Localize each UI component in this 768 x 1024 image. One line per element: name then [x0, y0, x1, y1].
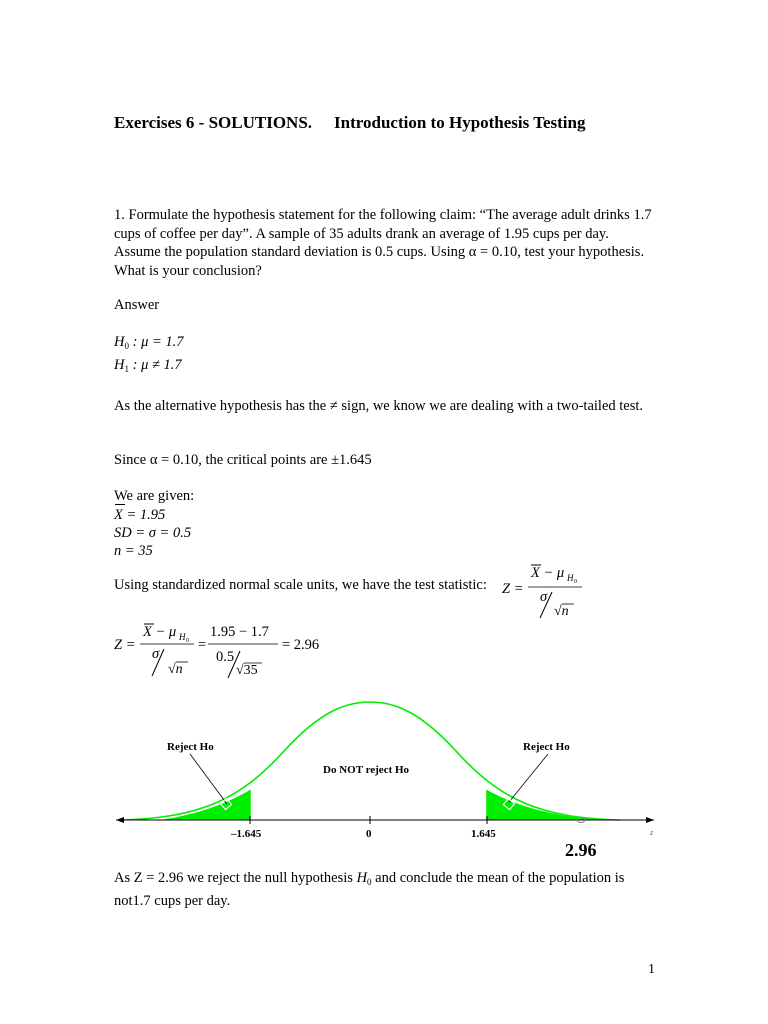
formula-z-label: Z = — [502, 581, 524, 597]
svg-text:0: 0 — [186, 638, 189, 644]
svg-text:Z =: Z = — [114, 637, 136, 653]
svg-text:σ: σ — [152, 646, 160, 662]
svg-text:H: H — [567, 573, 574, 583]
test-statistic-value: 2.96 — [565, 840, 597, 860]
tick-label-zero: 0 — [366, 828, 372, 840]
do-not-reject-label: Do NOT reject Ho — [323, 764, 410, 776]
formula-numerator: X − μ — [531, 565, 565, 581]
test-statistic-formula — [500, 560, 590, 622]
critical-points-text: Since α = 0.10, the critical points are ±1.645 — [114, 452, 372, 468]
axis-arrow-right-icon — [646, 817, 654, 823]
page-title — [114, 113, 586, 133]
formula-result: = 2.96 — [282, 637, 320, 653]
reject-right-label: Reject Ho — [523, 741, 570, 753]
svg-text:√n: √n — [168, 662, 183, 677]
title-main: Exercises 6 - SOLUTIONS. — [114, 113, 313, 132]
answer-label: Answer — [114, 297, 160, 313]
svg-text:H: H — [179, 632, 186, 642]
reject-left-label: Reject Ho — [167, 741, 214, 753]
title-sub: Introduction to Hypothesis Testing — [334, 113, 586, 132]
tick-label-right: 1.645 — [471, 828, 496, 840]
z-calculation — [112, 620, 342, 682]
given-n: n = 35 — [114, 543, 153, 559]
svg-text:X − μ: X − μ — [143, 624, 177, 640]
given-label: We are given: — [114, 488, 195, 504]
svg-text:0.5: 0.5 — [216, 649, 235, 665]
test-statistic-text: Using standardized normal scale units, we have the test statistic: — [114, 577, 487, 593]
reject-left-pointer — [190, 754, 227, 804]
reject-right-pointer — [509, 754, 548, 802]
given-sd: SD = σ = 0.5 — [114, 525, 192, 541]
normal-distribution-diagram — [0, 690, 768, 870]
svg-text:0: 0 — [574, 579, 577, 585]
two-tailed-text: As the alternative hypothesis has the ≠ sign, we know we are dealing with a two-tailed test. — [114, 398, 644, 414]
svg-text:=: = — [198, 637, 207, 653]
axis-arrow-left-icon — [116, 817, 124, 823]
svg-text:√35: √35 — [236, 663, 258, 678]
formula-numeric-numerator: 1.95 − 1.7 — [210, 624, 269, 640]
z-axis-label: z — [650, 828, 654, 837]
svg-text:σ: σ — [540, 589, 548, 605]
conclusion-text: As Z = 2.96 we reject the null hypothesis $H_0$ and conclude the mean of the population is not1.7 cups per day. — [114, 870, 625, 909]
alternative-hypothesis: $H_1$ : μ ≠ 1.7 — [114, 357, 182, 374]
question-text: 1. Formulate the hypothesis statement for the following claim: “The average adult drinks 1.7 cups of coffee per day”. A sample of 35 adults drank an average of 1.95 cups per day. Assume the population standard deviation is 0.5 cups. Using α = 0.10, test your hypothesis. What is your conclusion? — [114, 207, 652, 279]
tick-label-left: –1.645 — [231, 828, 262, 840]
svg-text:√n: √n — [554, 604, 569, 619]
null-hypothesis: $H_0$ : μ = 1.7 — [114, 334, 184, 351]
page-number: 1 — [648, 962, 655, 977]
given-xbar: X = 1.95 — [114, 507, 165, 524]
